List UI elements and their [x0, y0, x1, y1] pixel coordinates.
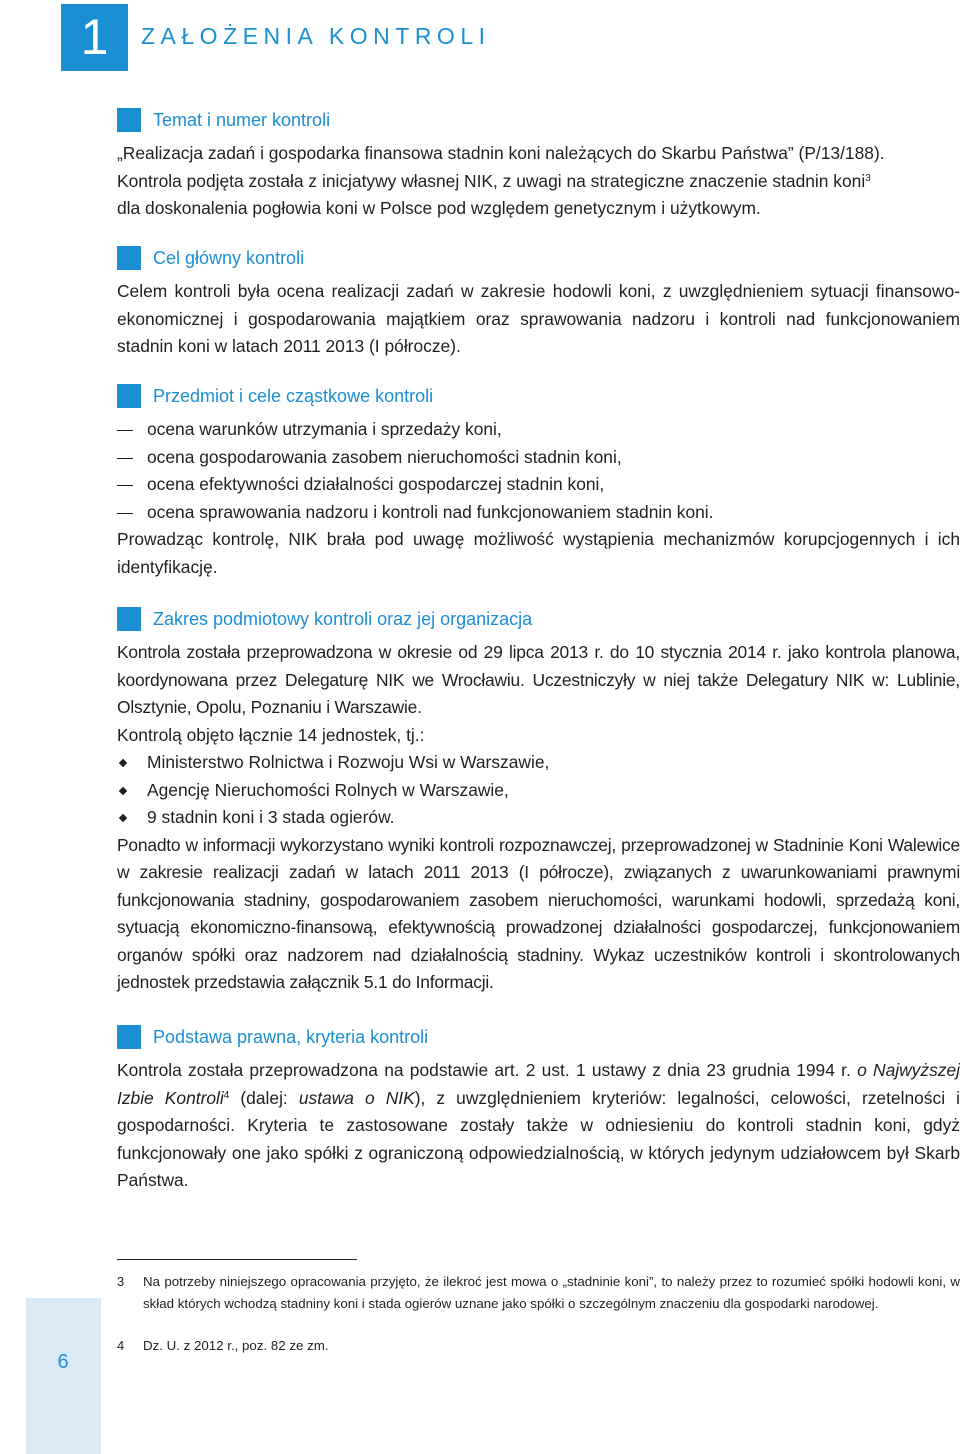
list-item: Agencję Nieruchomości Rolnych w Warszawie,	[117, 777, 960, 805]
act-short-name: ustawa o NIK	[298, 1087, 415, 1108]
legal-text-c: ), z uwzględnieniem kryteriów: legalności, celowości, rzetelności i gospodarności. Kryteria te zastosowane zostały także w odniesieniu do kontroli stadnin koni, gdyż funkcjonowały one jako spółki z ograniczoną odpowiedzialnością, w których jedynym udziałowcem był Skarb Państwa.	[117, 1087, 960, 1190]
paragraph	[117, 1057, 960, 1195]
section-legal-basis	[117, 1025, 960, 1195]
paragraph: Kontrola została przeprowadzona w okresie od 29 lipca 2013 r. do 10 stycznia 2014 r. jako kontrola planowa, koordynowana przez Delegaturę NIK we Wrocławiu. Uczestniczyły w niej także Delegatury NIK w: Lublinie, Olsztynie, Opolu, Poznaniu i Warszawie.	[117, 642, 960, 717]
list-item: ocena sprawowania nadzoru i kontroli nad funkcjonowaniem stadnin koni.	[117, 499, 960, 527]
section-topic	[117, 108, 960, 223]
section-heading	[117, 1025, 960, 1049]
topic-line-3: dla doskonalenia pogłowia koni w Polsce pod względem genetycznym i użytkowym.	[117, 198, 761, 218]
units-list	[117, 749, 960, 832]
section-main-goal	[117, 246, 960, 361]
section-heading	[117, 246, 960, 270]
chapter-number-box: 1	[61, 4, 128, 71]
paragraph: Prowadząc kontrolę, NIK brała pod uwagę możliwość wystąpienia mechanizmów korupcjogennych i ich identyfikację.	[117, 529, 960, 577]
heading-text: Zakres podmiotowy kontroli oraz jej organizacja	[153, 609, 533, 629]
paragraph: Ponadto w informacji wykorzystano wyniki kontroli rozpoznawczej, przeprowadzonej w Stadninie Koni Walewice w zakresie realizacji zadań w latach 2011 2013 (I półrocze), związanych z uwarunkowaniami prawnymi funkcjonowania stadniny, gospodarowaniem zasobem nieruchomości, warunkami hodowli, sprzedażą koni, sytuacją ekonomiczno-finansową, efektywnością prowadzonej działalności gospodarczej, funkcjonowaniem organów spółki oraz nadzorem nad działalnością stadniny. Wykaz uczestników kontroli i skontrolowanych jednostek przedstawia załącznik 5.1 do Informacji.	[117, 834, 960, 992]
list-item: Ministerstwo Rolnictwa i Rozwoju Wsi w Warszawie,	[117, 749, 960, 777]
footnote-number: 3	[117, 1274, 125, 1289]
list-item: ocena gospodarowania zasobem nieruchomości stadnin koni,	[117, 444, 960, 472]
heading-text: Podstawa prawna, kryteria kontroli	[153, 1027, 429, 1047]
act-title: o Najwyższej Izbie Kontroli	[117, 1060, 960, 1108]
paragraph: Celem kontroli była ocena realizacji zadań w zakresie hodowli koni, z uwzględnieniem sytuacji finansowo-ekonomicznej i gospodarowania majątkiem oraz sprawowania nadzoru i kontroli nad funkcjonowaniem stadnin koni w latach 2011 2013 (I półrocze).	[117, 281, 960, 356]
footnote-divider	[117, 1259, 357, 1260]
list-item: 9 stadnin koni i 3 stada ogierów.	[117, 804, 960, 832]
legal-text-a: Kontrola została przeprowadzona na podstawie art. 2 ust. 1 ustawy z dnia 23 grudnia 1994 r.	[117, 1060, 851, 1080]
footnote	[117, 1335, 960, 1357]
list-item: ocena efektywności działalności gospodarczej stadnin koni,	[117, 471, 960, 499]
footnote-ref[interactable]: 3	[865, 172, 871, 184]
section-scope	[117, 607, 960, 997]
heading-text: Cel główny kontroli	[153, 248, 305, 268]
heading-square-icon	[117, 607, 141, 631]
legal-text-b: (dalej:	[229, 1087, 299, 1108]
heading-square-icon	[117, 246, 141, 270]
topic-line-1: „Realizacja zadań i gospodarka finansowa stadnin koni należących do Skarbu Państwa” (P/13/188).	[117, 143, 885, 163]
paragraph: Kontrolą objęto łącznie 14 jednostek, tj.:	[117, 724, 425, 745]
footnote	[117, 1271, 960, 1314]
page-number-bar	[26, 1298, 101, 1454]
heading-square-icon	[117, 384, 141, 408]
page-number: 6	[57, 1351, 69, 1373]
footnote-text: Na potrzeby niniejszego opracowania przyjęto, że ilekroć jest mowa o „stadninie koni”, to należy przez to rozumieć spółki hodowli koni, w skład których wchodzą stadniny koni i stada ogierów uznane jako spółki o szczególnym znaczeniu dla gospodarki narodowej.	[143, 1274, 960, 1311]
heading-text: Przedmiot i cele cząstkowe kontroli	[153, 386, 434, 406]
footnote-text: Dz. U. z 2012 r., poz. 82 ze zm.	[143, 1338, 329, 1353]
section-heading	[117, 384, 960, 408]
paragraph	[117, 140, 960, 223]
objectives-list	[117, 416, 960, 526]
footnote-number: 4	[117, 1338, 125, 1353]
chapter-title: ZAŁOŻENIA KONTROLI	[141, 23, 491, 49]
heading-text: Temat i numer kontroli	[153, 110, 331, 130]
topic-line-2: Kontrola podjęta została z inicjatywy własnej NIK, z uwagi na strategiczne znaczenie stadnin koni	[117, 170, 866, 191]
list-item: ocena warunków utrzymania i sprzedaży koni,	[117, 416, 960, 444]
section-heading	[117, 108, 960, 132]
section-heading	[117, 607, 960, 631]
heading-square-icon	[117, 108, 141, 132]
section-objectives	[117, 384, 960, 581]
footnote-ref[interactable]: 4	[223, 1089, 230, 1101]
heading-square-icon	[117, 1025, 141, 1049]
